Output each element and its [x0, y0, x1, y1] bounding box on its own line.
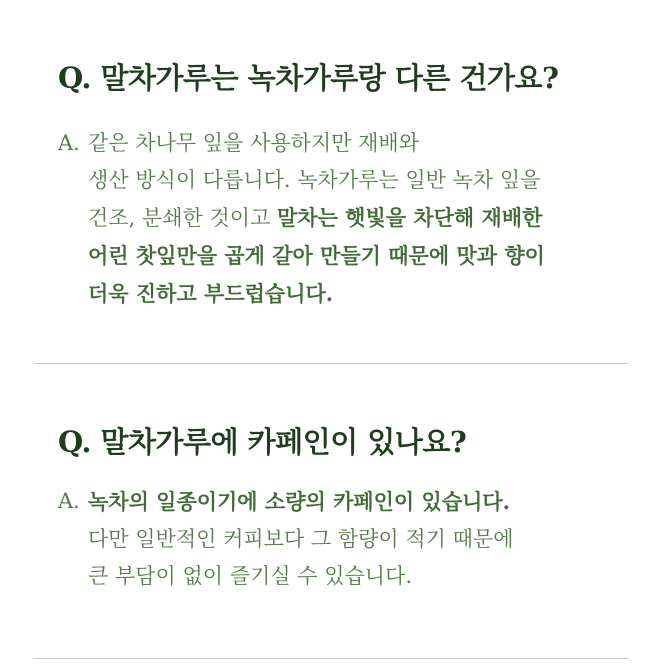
answer-line: [88, 275, 618, 313]
answer-prefix: A.: [58, 489, 80, 513]
faq-answer: [58, 483, 618, 595]
faq-answer: [58, 125, 618, 313]
answer-line: [88, 483, 618, 521]
answer-emphasis: 더욱 진하고 부드럽습니다.: [88, 281, 334, 306]
faq-question: Q. 말차가루는 녹차가루랑 다른 건가요?: [58, 61, 559, 95]
answer-prefix: A.: [58, 131, 80, 155]
section-divider: [34, 658, 628, 659]
answer-text: 생산 방식이 다릅니다. 녹차가루는 일반 녹차 잎을: [88, 168, 541, 192]
answer-text: 같은 차나무 잎을 사용하지만 재배와: [88, 131, 419, 155]
answer-emphasis: 말차는 햇빛을 차단해 재배한: [277, 205, 543, 230]
answer-line: [88, 199, 618, 237]
answer-text: 큰 부담이 없이 즐기실 수 있습니다.: [88, 564, 413, 588]
answer-line: [88, 162, 618, 199]
answer-emphasis: 녹차의 일종이기에 소량의 카페인이 있습니다.: [88, 489, 510, 514]
section-divider: [34, 363, 628, 364]
answer-text: 다만 일반적인 커피보다 그 함량이 적기 때문에: [88, 527, 514, 551]
faq-question: Q. 말차가루에 카페인이 있나요?: [58, 425, 467, 459]
answer-text: 건조, 분쇄한 것이고: [88, 206, 277, 230]
answer-line: [88, 521, 618, 558]
answer-emphasis: 어린 찻잎만을 곱게 갈아 만들기 때문에 맛과 향이: [88, 243, 545, 268]
answer-line: [88, 558, 618, 595]
answer-line: [88, 237, 618, 275]
answer-line: [88, 125, 618, 162]
